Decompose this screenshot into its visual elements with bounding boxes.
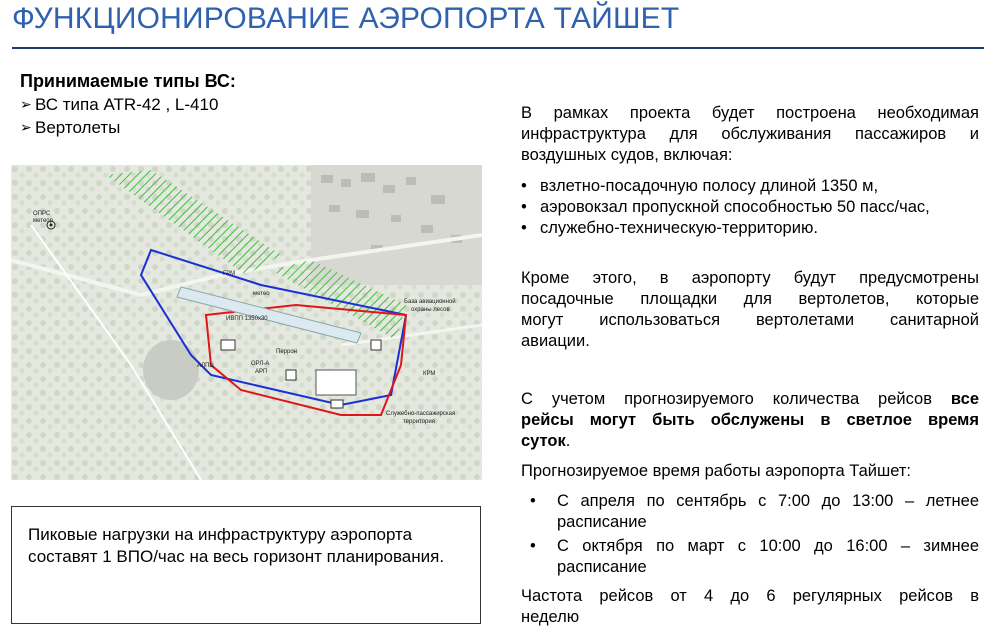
list-item: • служебно-техническую-территорию. (521, 218, 979, 239)
map-label: метеор (33, 218, 53, 224)
map-label: КРМ (423, 371, 436, 377)
map-label: ОПРС (33, 211, 51, 217)
airport-site-map (11, 165, 482, 480)
project-infrastructure: В рамках проекта будет построена необходимая инфраструктура для обслуживания пассажиров и воздушных судов, включая: • взлетно-посадочную полосу длиной 1350 м, • аэровокзал пропускной способностью 50 пасс/час, • служебно-техническую-территорию. (521, 103, 979, 239)
list-item: • С апреля по сентябрь с 7:00 до 13:00 – летнее расписание (521, 491, 979, 533)
map-label: метео (253, 291, 270, 297)
schedule-list (521, 491, 979, 578)
peak-load-box: Пиковые нагрузки на инфраструктуру аэропорта составят 1 ВПО/час на весь горизонт планирования. (11, 506, 481, 624)
frequency: Частота рейсов от 4 до 6 регулярных рейсов в (521, 587, 979, 605)
flights-section: С учетом прогнозируемого количества рейсов все рейсы могут быть обслужены в светлое время суток. Прогнозируемое время работы аэропорта Тайшет: • С апреля по сентябрь с 7:00 до 13:00 – летнее расписание • С октября по март с 10:00 до 16:00 – зимнее расписание Частота рейсов от 4 до 6 регулярных рейсов в неделю (521, 389, 979, 628)
list-item: • взлетно-посадочную полосу длиной 1350 м, (521, 176, 979, 197)
map-label: АРП (255, 369, 268, 375)
map-label: ИВПП 1350х30 (226, 316, 268, 322)
map-label: База авиационной (404, 299, 456, 305)
site-map-image (11, 165, 482, 480)
aircraft-types (20, 70, 236, 139)
aircraft-type-item: ➢ Вертолеты (20, 118, 121, 137)
arrow-bullet-icon: ➢ (20, 119, 32, 135)
helipads-paragraph: Кроме этого, в аэропорту будут предусмотрены посадочные площадки для вертолетов, которые могут использоваться вертолетами санитарной авиации. (521, 269, 979, 350)
map-label: территория (403, 419, 435, 425)
list-item: • аэровокзал пропускной способностью 50 пасс/час, (521, 197, 979, 218)
aircraft-type-item: ➢ ВС типа ATR-42 , L-410 (20, 95, 219, 114)
map-label: ГРМ (223, 271, 236, 277)
map-label: Перрон (276, 349, 297, 355)
page-title: ФУНКЦИОНИРОВАНИЕ АЭРОПОРТА ТАЙШЕТ (12, 2, 680, 35)
map-label: АЛПЦ (197, 363, 214, 369)
infrastructure-list (521, 176, 979, 239)
list-item: • С октября по март с 10:00 до 16:00 – зимнее расписание (521, 536, 979, 578)
aircraft-types-heading: Принимаемые типы ВС: (20, 71, 236, 91)
arrow-bullet-icon: ➢ (20, 96, 32, 112)
map-label: охраны лесов (411, 307, 450, 313)
map-label: Служебно-пассажирская (386, 411, 456, 417)
map-label: ОРЛ-А (251, 361, 270, 367)
title-divider (12, 47, 984, 49)
hours-title: Прогнозируемое время работы аэропорта Тайшет: (521, 462, 911, 480)
